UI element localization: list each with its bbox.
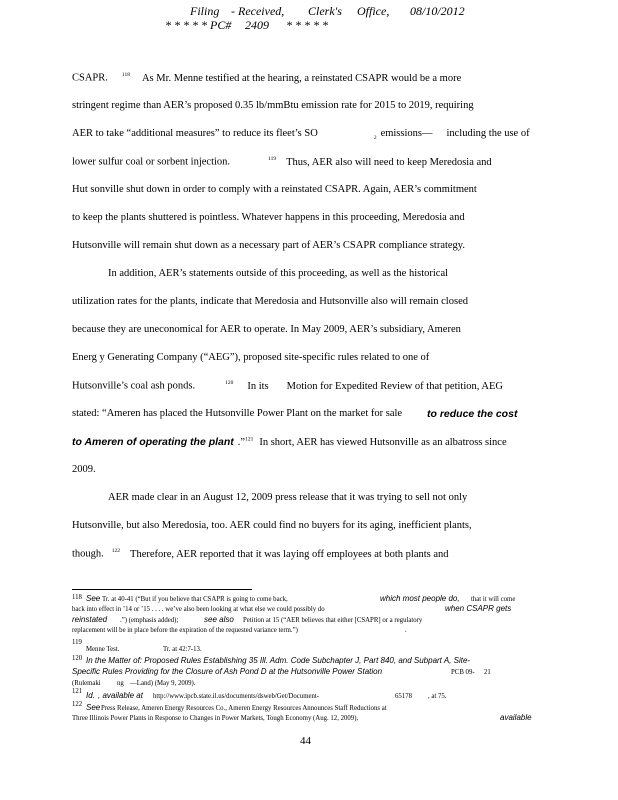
emphasis-text: to reduce the cost: [427, 408, 518, 420]
header-pc-number: 2409: [245, 18, 269, 32]
text-line: Hutsonville, but also Meredosia, too. AER could find no buyers for its aging, inefficient plants,: [72, 520, 472, 531]
footnote-118-emphasis: when CSAPR gets: [445, 604, 512, 613]
footnote-121-text: , at 75.: [428, 693, 447, 700]
footnote-120-text: 21: [484, 669, 491, 676]
footnote-121-id: Id.: [86, 691, 95, 700]
emphasis-text: to Ameren of operating the plant: [72, 436, 234, 448]
text-line: stated: “Ameren has placed the Hutsonville Power Plant on the market for sale: [72, 408, 403, 419]
text-run: AER to take “additional measures” to reduce its fleet’s SO: [72, 128, 318, 139]
subscript: 2: [373, 135, 377, 142]
footnote-118-text: replacement will be in place before the expiration of the requested variance term.”): [72, 627, 298, 634]
footnote-ref: 121: [245, 436, 254, 443]
footnote-122-text: Three Illinois Power Plants in Response to Changes in Power Markets, Tough Economy (Aug. 12, 2009),: [72, 715, 359, 722]
footnote-120-text: (Rulemaki: [72, 680, 101, 687]
header-stars-right: * * * * *: [286, 18, 328, 32]
header-office: Office,: [357, 4, 390, 18]
text-line: In addition, AER’s statements outside of this proceeding, as well as the historical: [108, 268, 449, 279]
footnote-120-title: Specific Rules Providing for the Closure of Ash Pond D at the Hutsonville Power Station: [72, 667, 383, 676]
footnote-120-num: 120: [72, 655, 83, 662]
footnote-120-title: In the Matter of: Proposed Rules Establishing 35 Ill. Adm. Code Subchapter J, Part 840, and Subpart A, Site-: [86, 656, 471, 665]
text-run: lower sulfur coal or sorbent injection.: [72, 156, 231, 168]
text-run: Motion for Expedited Review of that petition, AEG: [286, 380, 504, 392]
text-run: CSAPR.: [72, 72, 108, 84]
text-line: to keep the plants shuttered is pointless. Whatever happens in this proceeding, Meredosia and: [72, 212, 465, 223]
footnote-120-text: —Land) (May 9, 2009).: [130, 680, 196, 687]
footnote-118-emphasis: reinstated: [72, 615, 108, 624]
footnote-119-text: Tr. at 42:7-13.: [163, 646, 202, 653]
text-run: emissions—: [380, 128, 433, 139]
text-run: Hutsonville’s coal ash ponds.: [72, 380, 196, 392]
footnote-121-available: , available at: [98, 691, 143, 700]
footnote-121-num: 121: [72, 688, 83, 695]
footnote-ref: 118: [121, 72, 130, 78]
text-run: Thus, AER also will need to keep Meredosia and: [286, 156, 492, 168]
text-run: Therefore, AER reported that it was laying off employees at both plants and: [130, 548, 449, 560]
text-line: because they are uneconomical for AER to operate. In May 2009, AER’s subsidiary, Ameren: [72, 324, 461, 335]
text-line: [72, 436, 507, 448]
text-line: 2009.: [72, 464, 96, 475]
text-run: As Mr. Menne testified at the hearing, a reinstated CSAPR would be a more: [141, 72, 462, 84]
footnote-separator: [72, 589, 252, 590]
footnote-118-text: Tr. at 40-41 (“But if you believe that CSAPR is going to come back,: [102, 596, 288, 603]
footnote-122-available: available: [500, 713, 532, 722]
footnote-119-text: Menne Test.: [86, 646, 120, 653]
footnote-118-num: 118: [72, 594, 82, 601]
footnote-119-num: 119: [72, 639, 82, 646]
text-run: though.: [72, 548, 104, 560]
text-run: In short, AER has viewed Hutsonville as an albatross since: [259, 437, 507, 448]
header-date: 08/10/2012: [410, 4, 465, 18]
header-clerks: Clerk's: [308, 4, 342, 18]
footnote-122-num: 122: [72, 701, 83, 708]
text-line: [72, 380, 503, 392]
text-line: [72, 548, 449, 560]
footnote-118-text: .: [405, 627, 407, 634]
footnote-121-text: 65178: [395, 693, 412, 700]
text-line: AER made clear in an August 12, 2009 press release that it was trying to sell not only: [108, 492, 468, 503]
text-line: stringent regime than AER’s proposed 0.35 lb/mmBtu emission rate for 2015 to 2019, requiring: [72, 100, 474, 111]
header-received: - Received,: [231, 4, 285, 18]
header-filing: Filing: [190, 4, 220, 18]
text-line: utilization rates for the plants, indicate that Meredosia and Hutsonville also will remain closed: [72, 296, 468, 307]
footnote-ref: 119: [268, 156, 277, 162]
footnote-ref: 120: [225, 380, 234, 386]
text-line: Hutsonville will remain shut down as a necessary part of AER’s CSAPR compliance strategy.: [72, 240, 466, 251]
footnote-120-text: ng: [117, 680, 124, 687]
text-line: Energ y Generating Company (“AEG”), proposed site-specific rules related to one of: [72, 352, 430, 363]
text-run: In its: [247, 380, 269, 392]
text-run: .”: [237, 437, 246, 448]
footnote-118-text: .”) (emphasis added);: [120, 617, 179, 624]
footnote-118-see: See: [86, 594, 101, 603]
footnote-121-link: http://www.ipcb.state.il.us/documents/dsweb/Get/Document-: [153, 693, 320, 700]
footnote-118-text: that it will come: [471, 596, 516, 603]
footnote-ref: 122: [111, 548, 121, 554]
page-number: 44: [300, 735, 311, 747]
text-run: including the use of: [446, 128, 530, 139]
footnote-118-text: Petition at 15 (“AER believes that either [CSAPR] or a regulatory: [243, 617, 423, 624]
footnote-118-text: back into effect in ’14 or ’15 . . . . we’ve also been looking at what else we could possibly do: [72, 606, 325, 613]
footnote-122-see: See: [86, 703, 101, 712]
footnote-118-emphasis: which most people do,: [380, 594, 460, 603]
text-line: Hut sonville shut down in order to comply with a reinstated CSAPR. Again, AER’s commitment: [72, 184, 477, 195]
footnote-118-emphasis: see also: [204, 615, 234, 624]
text-line: [72, 72, 461, 84]
text-line: [72, 156, 492, 168]
text-line: [72, 128, 530, 141]
header-stars-left: * * * * * PC#: [165, 18, 232, 32]
footnote-122-text: Press Release, Ameren Energy Resources Co., Ameren Energy Resources Announces Staff Reductions at: [101, 705, 387, 712]
footnote-120-text: PCB 09-: [451, 669, 475, 676]
